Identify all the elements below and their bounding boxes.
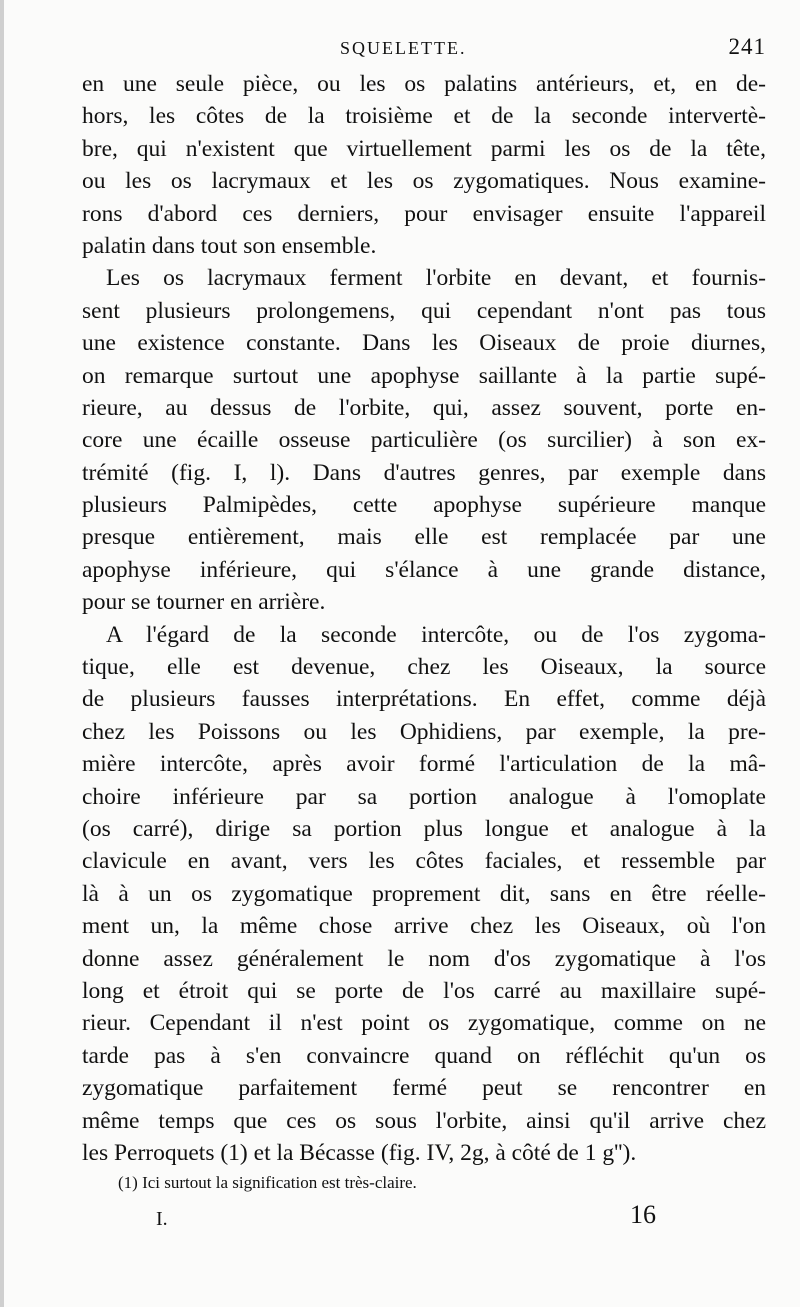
scan-edge — [0, 0, 4, 1307]
text-line: rieur. Cependant il n'est point os zygomatique, comme on ne — [82, 1010, 766, 1037]
text-line: long et étroit qui se porte de l'os carré au maxillaire supé- — [82, 977, 766, 1004]
text-line: même temps que ces os sous l'orbite, ainsi qu'il arrive chez — [82, 1107, 766, 1134]
text-line: les Perroquets (1) et la Bécasse (fig. IV, 2g, à côté de 1 g''). — [82, 1139, 637, 1166]
text-line: rons d'abord ces derniers, pour envisager ensuite l'appareil — [82, 200, 766, 227]
text-line: ou les os lacrymaux et les os zygomatiques. Nous examine- — [82, 168, 766, 195]
text-line: trémité (fig. I, l). Dans d'autres genres, par exemple dans — [82, 459, 766, 486]
text-line: Les os lacrymaux ferment l'orbite en devant, et fournis- — [106, 265, 766, 292]
text-line: zygomatique parfaitement fermé peut se rencontrer en — [82, 1075, 766, 1102]
text-line: mière intercôte, après avoir formé l'articulation de la mâ- — [82, 751, 766, 778]
text-line: sent plusieurs prolongemens, qui cependant n'ont pas tous — [82, 297, 766, 324]
text-line: donne assez généralement le nom d'os zygomatique à l'os — [82, 945, 766, 972]
text-line: palatin dans tout son ensemble. — [82, 232, 377, 259]
text-line: de plusieurs fausses interprétations. En effet, comme déjà — [82, 686, 766, 713]
text-line: core une écaille osseuse particulière (os surcilier) à son ex- — [82, 427, 766, 454]
text-line: presque entièrement, mais elle est remplacée par une — [82, 524, 766, 551]
text-line: choire inférieure par sa portion analogue à l'omoplate — [82, 783, 766, 810]
text-line: on remarque surtout une apophyse saillante à la partie supé- — [82, 362, 766, 389]
footnote: (1) Ici surtout la signification est très-claire. — [118, 1173, 417, 1192]
body-text — [82, 68, 766, 1169]
page-header — [82, 34, 766, 68]
text-line: tarde pas à s'en convaincre quand on réfléchit qu'un os — [82, 1042, 766, 1069]
text-line: (os carré), dirige sa portion plus longue et analogue à la — [82, 815, 766, 842]
text-line: ment un, la même chose arrive chez les Oiseaux, où l'on — [82, 913, 766, 940]
text-line: plusieurs Palmipèdes, cette apophyse supérieure manque — [82, 492, 766, 519]
text-line: pour se tourner en arrière. — [82, 589, 326, 616]
text-line: bre, qui n'existent que virtuellement parmi les os de la tête, — [82, 135, 766, 162]
text-line: clavicule en avant, vers les côtes faciales, et ressemble par — [82, 848, 766, 875]
text-line: tique, elle est devenue, chez les Oiseaux, la source — [82, 654, 766, 681]
text-line: hors, les côtes de la troisième et de la seconde intervertè- — [82, 103, 766, 130]
page-number: 241 — [728, 34, 766, 59]
text-line: en une seule pièce, ou les os palatins antérieurs, et, en de- — [82, 71, 766, 97]
text-line: là à un os zygomatique proprement dit, sans en être réelle- — [82, 880, 766, 907]
running-head: SQUELETTE. — [340, 38, 467, 58]
page-footer — [82, 1200, 766, 1240]
text-line: chez les Poissons ou les Ophidiens, par exemple, la pre- — [82, 718, 766, 745]
text-line: apophyse inférieure, qui s'élance à une grande distance, — [82, 556, 766, 583]
text-line: A l'égard de la seconde intercôte, ou de l'os zygoma- — [106, 621, 766, 648]
signature-mark: I. — [156, 1208, 168, 1230]
text-line: une existence constante. Dans les Oiseaux de proie diurnes, — [82, 330, 766, 357]
text-line: rieure, au dessus de l'orbite, qui, assez souvent, porte en- — [82, 394, 766, 421]
sheet-number: 16 — [630, 1200, 656, 1229]
